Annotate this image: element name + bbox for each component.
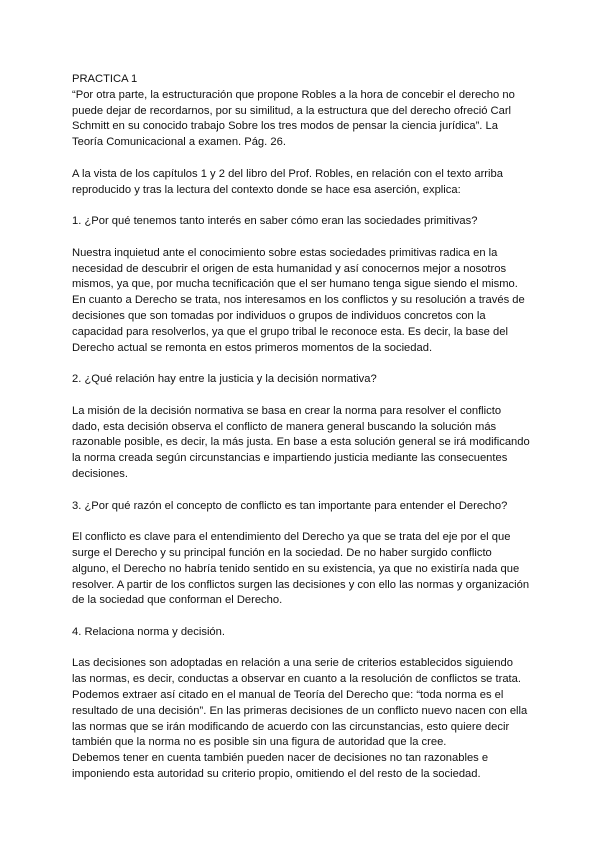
answer-2: La misión de la decisión normativa se basa en crear la norma para resolver el conflicto dado, esta decisión observa el conflicto de manera general buscando la solución más razonable posible, es decir, la más justa. En base a esta solución general se irá modificando la norma creada según circunstancias e impartiendo justicia mediante las consecuentes decisiones. [72,404,530,480]
intro-paragraph: A la vista de los capítulos 1 y 2 del libro del Prof. Robles, en relación con el texto arriba reproducido y tras la lectura del contexto donde se hace esa aserción, explica: [72,167,503,196]
answer-4: Las decisiones son adoptadas en relación a una serie de criterios establecidos siguiendo las normas, es decir, conductas a observar en cuanto a la resolución de conflictos se trata. Podemos extraer así citado en el manual de Teoría del Derecho que: “toda norma es el resultado de una decisión”. En las primeras decisiones de un conflicto nuevo nacen con ella las normas que se irán modificando de acuerdo con las circunstancias, esto quiere decir también que la norma no es posible sin una figura de autoridad que la cree. [72,657,528,749]
answer-4-continuation: Debemos tener en cuenta también pueden nacer de decisiones no tan razonables e imponiendo esta autoridad su criterio propio, omitiendo el del resto de la sociedad. [72,752,489,781]
document-title: PRACTICA 1 [72,73,138,85]
question-1: 1. ¿Por qué tenemos tanto interés en saber cómo eran las sociedades primitivas? [72,215,478,228]
question-4: 4. Relaciona norma y decisión. [72,625,225,638]
document-page [72,72,530,783]
epigraph-quote: “Por otra parte, la estructuración que propone Robles a la hora de concebir el derecho no puede dejar de recordarnos, por su similitud, a la estructura que del derecho ofreció Carl Schmitt en su conocido trabajo Sobre los tres modos de pensar la ciencia jurídica”. La Teoría Comunicacional a examen. Pág. 26. [72,88,515,149]
answer-1: Nuestra inquietud ante el conocimiento sobre estas sociedades primitivas radica en la necesidad de descubrir el origen de esta humanidad y así conocernos mejor a nosotros mismos, ya que, por mucha tecnificación que el ser humano tenga sigue siendo el mismo. En cuanto a Derecho se trata, nos interesamos en los conflictos y su resolución a través de decisiones que son tomadas por individuos o grupos de individuos concretos con la capacidad para resolverlos, ya que el grupo tribal le reconoce esta. Es decir, la base del Derecho actual se remonta en estos primeros momentos de la sociedad. [72,246,525,354]
question-3: 3. ¿Por qué razón el concepto de conflicto es tan importante para entender el Derecho? [72,499,508,512]
question-2: 2. ¿Qué relación hay entre la justicia y la decisión normativa? [72,373,377,386]
answer-3: El conflicto es clave para el entendimiento del Derecho ya que se trata del eje por el que surge el Derecho y su principal función en la sociedad. De no haber surgido conflicto alguno, el Derecho no habría tenido sentido en su existencia, ya que no existiría nada que resolver. A partir de los conflictos surgen las decisiones y con ello las normas y organización de la sociedad que conforman el Derecho. [72,531,530,607]
